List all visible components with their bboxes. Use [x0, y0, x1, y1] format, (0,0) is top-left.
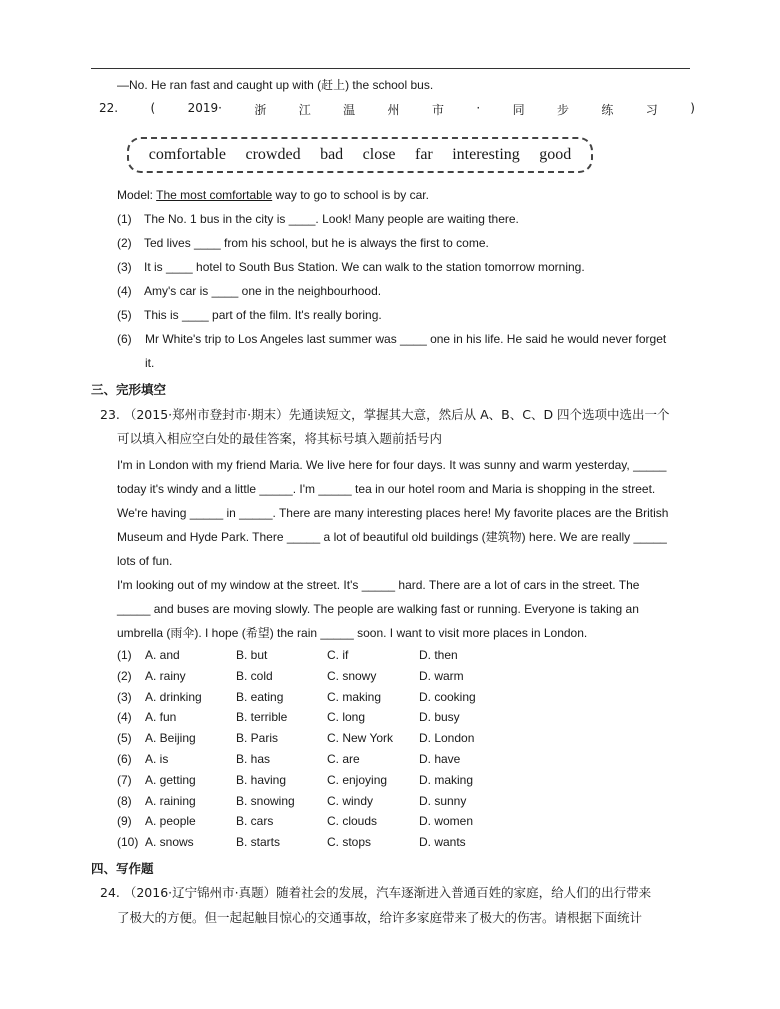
option-choice: B. cars — [236, 814, 274, 829]
option-choice: D. then — [419, 648, 458, 662]
q22-header-token: 江 — [298, 103, 311, 117]
option-number: (9) — [117, 814, 132, 829]
option-choice: D. women — [419, 814, 474, 829]
item-number: (1) — [117, 212, 132, 226]
q22-header-token: 州 — [387, 103, 400, 117]
word-bank-box — [127, 137, 593, 173]
q22-item — [117, 331, 667, 347]
item-text: Mr White's trip to Los Angeles last summer was ____ one in his life. He said he would never forget — [145, 332, 667, 346]
item-number: (6) — [117, 332, 132, 346]
option-choice: B. Paris — [236, 731, 279, 746]
option-choice: C. stops — [327, 835, 372, 850]
option-choice: B. starts — [236, 835, 281, 850]
option-choice: C. long — [327, 710, 366, 725]
option-choice: B. eating — [236, 689, 284, 704]
q22-header-token: 浙 — [254, 103, 267, 117]
option-choice: B. cold — [236, 668, 273, 683]
option-choice: C. enjoying — [327, 772, 388, 787]
option-choice: A. drinking — [145, 689, 202, 704]
option-choice: D. London — [419, 731, 475, 746]
option-number: (5) — [117, 731, 132, 746]
q24-line: 24. （2016·辽宁锦州市·真题）随着社会的发展，汽车逐渐进入普通百姓的家庭，给人们的出行带来 — [100, 885, 652, 900]
q22-item-continuation: it. — [145, 356, 155, 370]
option-choice: A. snows — [145, 835, 194, 850]
option-number: (1) — [117, 648, 132, 662]
option-choice: D. making — [419, 772, 474, 787]
item-text: The No. 1 bus in the city is ____. Look! Many people are waiting there. — [144, 212, 519, 226]
option-choice: A. rainy — [145, 668, 186, 683]
q24-line: 了极大的方便。但一起起触目惊心的交通事故，给许多家庭带来了极大的伤害。请根据下面统计 — [117, 910, 643, 925]
option-choice: D. warm — [419, 668, 464, 683]
q22-number: 22. — [99, 101, 119, 115]
option-number: (2) — [117, 668, 132, 683]
option-choice: C. making — [327, 689, 382, 704]
option-number: (10) — [117, 835, 139, 850]
word-bank-item: far — [414, 146, 433, 163]
option-choice: B. snowing — [236, 793, 295, 808]
option-choice: A. and — [145, 648, 180, 662]
item-number: (3) — [117, 260, 132, 274]
passage-line: I'm looking out of my window at the street. It's _____ hard. There are a lot of cars in the street. The — [117, 578, 640, 592]
option-choice: A. is — [145, 752, 169, 766]
word-bank-item: bad — [320, 146, 344, 163]
option-number: (3) — [117, 689, 132, 704]
option-choice: C. are — [327, 752, 360, 766]
item-number: (2) — [117, 236, 132, 250]
passage-line: Museum and Hyde Park. There _____ a lot of beautiful old buildings (建筑物) here. We are really _____ — [117, 530, 667, 544]
passage-line: lots of fun. — [117, 554, 173, 568]
option-choice: B. terrible — [236, 710, 288, 725]
option-number: (4) — [117, 710, 132, 725]
option-choice: C. New York — [327, 731, 394, 746]
option-choice: B. having — [236, 772, 287, 787]
q22-header-token: 步 — [556, 103, 569, 117]
q22-header-token: ( — [150, 101, 156, 115]
q22-header-token: · — [476, 101, 481, 115]
passage-line: umbrella (雨伞). I hope (希望) the rain _____ soon. I want to visit more places in London. — [117, 626, 588, 640]
item-number: (5) — [117, 308, 132, 322]
q22-header-token: 练 — [601, 103, 614, 117]
option-choice: C. windy — [327, 793, 374, 808]
item-text: It is ____ hotel to South Bus Station. We can walk to the station tomorrow morning. — [144, 260, 585, 274]
option-number: (6) — [117, 752, 132, 766]
option-choice: D. sunny — [419, 793, 467, 808]
q22-item — [117, 307, 382, 323]
q22-header-token: 2019· — [187, 101, 222, 115]
option-choice: D. wants — [419, 835, 466, 850]
option-choice: D. have — [419, 752, 461, 766]
q22-header-token: ) — [690, 101, 695, 115]
option-choice: A. fun — [145, 710, 177, 725]
q22-item — [117, 211, 519, 227]
word-bank-item: interesting — [452, 146, 520, 163]
option-choice: D. busy — [419, 710, 460, 725]
option-choice: D. cooking — [419, 689, 476, 704]
option-choice: A. people — [145, 814, 196, 829]
item-number: (4) — [117, 284, 132, 298]
passage-line: We're having _____ in _____. There are many interesting places here! My favorite places are the British — [117, 506, 669, 520]
option-choice: C. snowy — [327, 668, 377, 683]
option-choice: C. clouds — [327, 814, 378, 829]
word-bank-item: crowded — [245, 146, 301, 163]
item-text: Amy's car is ____ one in the neighbourhood. — [144, 284, 382, 298]
option-choice: B. but — [236, 648, 268, 662]
model-label: Model: — [117, 188, 157, 202]
model-sentence — [117, 187, 429, 203]
q23-intro: 23. （2015·郑州市登封市·期末）先通读短文，掌握其大意，然后从 A、B、C、D 四个选项中选出一个 — [100, 407, 670, 422]
header-rule — [91, 68, 690, 69]
section-title: 四、写作题 — [91, 861, 154, 876]
option-choice: C. if — [327, 648, 349, 662]
option-number: (7) — [117, 772, 132, 787]
q22-header-token: 温 — [343, 103, 356, 117]
section-title: 三、完形填空 — [91, 382, 167, 397]
model-underlined: The most comfortable — [156, 188, 273, 202]
q22-header-token: 市 — [431, 103, 444, 117]
q22-item — [117, 259, 585, 275]
item-text: Ted lives ____ from his school, but he is always the first to come. — [144, 236, 489, 250]
word-bank-item: close — [362, 146, 396, 163]
answer-line: —No. He ran fast and caught up with (赶上) the school bus. — [117, 78, 434, 92]
word-bank-item: good — [539, 146, 572, 163]
option-choice: A. raining — [145, 793, 196, 808]
option-choice: A. getting — [145, 772, 196, 787]
passage-line: today it's windy and a little _____. I'm _____ tea in our hotel room and Maria is shopping in the street. — [117, 482, 656, 496]
passage-line: _____ and buses are moving slowly. The people are walking fast or running. Everyone is taking an — [117, 602, 639, 616]
q22-item — [117, 235, 489, 251]
q22-item — [117, 283, 382, 299]
option-choice: A. Beijing — [145, 731, 196, 746]
item-text: This is ____ part of the film. It's really boring. — [144, 308, 382, 322]
model-rest: way to go to school is by car. — [272, 188, 429, 202]
option-choice: B. has — [236, 752, 271, 766]
option-number: (8) — [117, 793, 132, 808]
q23-intro-cont: 可以填入相应空白处的最佳答案，将其标号填入题前括号内 — [117, 431, 443, 446]
q22-header — [99, 101, 695, 118]
q22-header-token: 习 — [645, 103, 658, 117]
q22-header-token: 同 — [512, 103, 525, 117]
passage-line: I'm in London with my friend Maria. We live here for four days. It was sunny and warm yesterday, _____ — [117, 458, 667, 472]
word-bank-item: comfortable — [148, 146, 227, 163]
